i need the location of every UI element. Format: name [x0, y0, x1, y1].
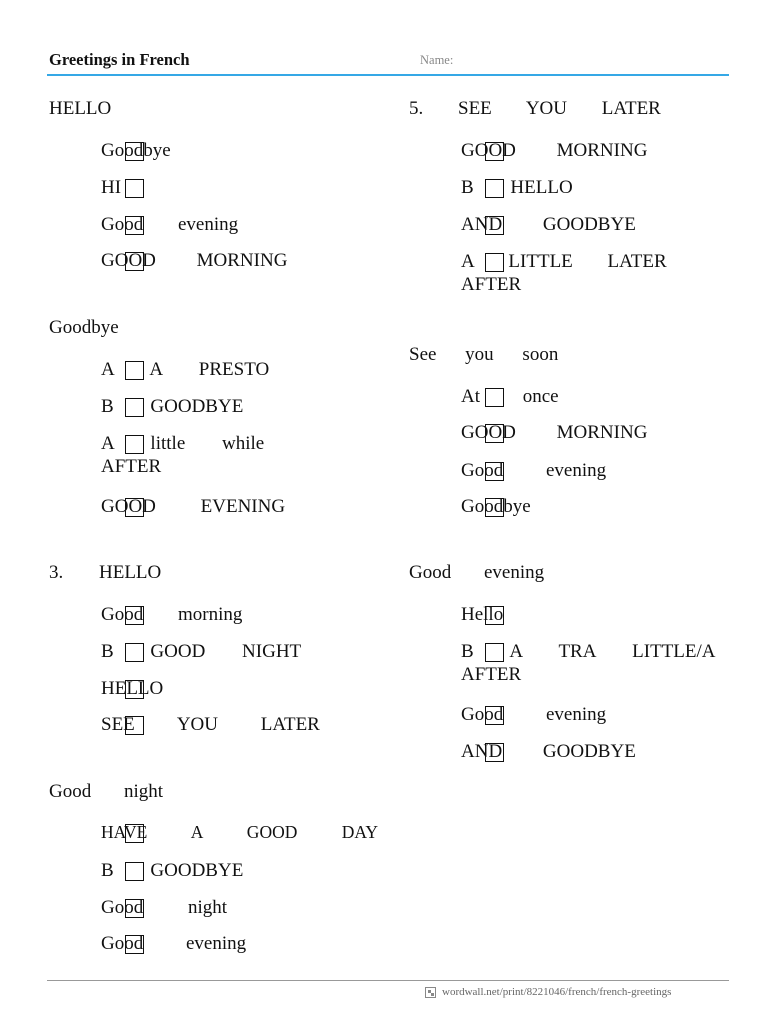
answer-option: [101, 640, 301, 663]
answer-option-text: HAVE A GOOD DAY: [101, 822, 379, 842]
answer-option-text: HELLO: [101, 678, 164, 699]
answer-option-text: B HELLO: [461, 177, 573, 198]
answer-option: [101, 358, 269, 381]
answer-checkbox[interactable]: [125, 142, 144, 161]
answer-option: [461, 740, 636, 763]
answer-option: [461, 603, 503, 626]
answer-checkbox[interactable]: [125, 435, 144, 454]
answer-option-text: SEE YOU LATER: [101, 714, 320, 735]
question-prompt: [49, 562, 161, 584]
answer-option: [461, 421, 647, 444]
answer-option: [101, 603, 242, 626]
question-prompt: HELLO: [49, 98, 112, 119]
answer-option: [101, 139, 171, 162]
answer-option-text: A LITTLE LATER AFTER: [461, 251, 667, 295]
answer-checkbox[interactable]: [125, 498, 144, 517]
answer-option: [101, 932, 246, 955]
answer-checkbox[interactable]: [485, 462, 504, 481]
answer-option: [101, 821, 378, 844]
answer-checkbox[interactable]: [125, 361, 144, 380]
question-prompt: See you soon: [409, 344, 559, 365]
answer-checkbox[interactable]: [125, 824, 144, 843]
name-label: Name:: [420, 53, 454, 67]
answer-checkbox[interactable]: [125, 179, 144, 198]
answer-option-text: AND GOODBYE: [461, 741, 636, 762]
question-prompt: [409, 98, 661, 120]
answer-option-text: A little while AFTER: [101, 433, 265, 477]
answer-option: [101, 495, 285, 518]
answer-option-text: Goodbye: [101, 140, 171, 161]
answer-option-text: Goodbye: [461, 496, 531, 517]
answer-option: [461, 495, 531, 518]
answer-option-text: GOOD EVENING: [101, 496, 286, 517]
answer-option-text: AND GOODBYE: [461, 214, 636, 235]
answer-option-text: Good evening: [101, 933, 247, 954]
answer-option: [461, 176, 573, 199]
footer: [425, 986, 671, 998]
answer-checkbox[interactable]: [485, 253, 504, 272]
question-prompt: Goodbye: [49, 317, 119, 338]
answer-checkbox[interactable]: [485, 606, 504, 625]
answer-checkbox[interactable]: [485, 643, 504, 662]
answer-checkbox[interactable]: [125, 862, 144, 881]
question-prompt-text: HELLO: [99, 562, 162, 583]
answer-checkbox[interactable]: [125, 216, 144, 235]
answer-option: [101, 859, 243, 882]
answer-checkbox[interactable]: [125, 606, 144, 625]
question-number: 3.: [49, 562, 64, 583]
answer-option-text: GOOD MORNING: [101, 250, 288, 271]
answer-option-text: Good evening: [461, 460, 607, 481]
answer-option: [461, 459, 606, 482]
question-prompt: Good night: [49, 781, 164, 802]
answer-option: [461, 385, 559, 408]
answer-option-text: Good evening: [461, 704, 607, 725]
answer-option: [461, 703, 606, 726]
answer-option-text: B A TRA LITTLE/A AFTER: [461, 641, 715, 685]
answer-option-text: Hello: [461, 604, 504, 625]
footer-url[interactable]: wordwall.net/print/8221046/french/french-greetings: [442, 986, 672, 998]
answer-checkbox[interactable]: [485, 179, 504, 198]
footer-divider: [47, 980, 729, 981]
answer-option: [101, 677, 163, 700]
answer-option: [101, 213, 238, 236]
answer-checkbox[interactable]: [125, 680, 144, 699]
answer-option-text: GOOD MORNING: [461, 422, 648, 443]
header-divider: [47, 74, 729, 76]
answer-checkbox[interactable]: [125, 935, 144, 954]
answer-checkbox[interactable]: [485, 142, 504, 161]
answer-option-text: HI: [101, 177, 122, 198]
answer-option: [461, 250, 701, 296]
wordwall-logo-icon: [425, 987, 436, 998]
answer-checkbox[interactable]: [485, 706, 504, 725]
answer-checkbox[interactable]: [485, 216, 504, 235]
answer-checkbox[interactable]: [125, 716, 144, 735]
answer-checkbox[interactable]: [125, 252, 144, 271]
question-prompt-text: SEE YOU LATER: [458, 98, 661, 119]
answer-option-text: B GOOD NIGHT: [101, 641, 302, 662]
answer-option: [101, 249, 287, 272]
answer-option-text: At once: [461, 386, 559, 407]
answer-checkbox[interactable]: [125, 899, 144, 918]
answer-option: [101, 176, 121, 199]
answer-option: [101, 713, 320, 736]
answer-option-text: Good evening: [101, 214, 239, 235]
answer-option-text: Good morning: [101, 604, 243, 625]
answer-checkbox[interactable]: [485, 424, 504, 443]
answer-checkbox[interactable]: [485, 743, 504, 762]
answer-option-text: B GOODBYE: [101, 396, 244, 417]
answer-option-text: GOOD MORNING: [461, 140, 648, 161]
answer-option: [101, 896, 227, 919]
answer-checkbox[interactable]: [485, 498, 504, 517]
answer-option: [461, 139, 647, 162]
answer-option-text: B GOODBYE: [101, 860, 244, 881]
question-number: 5.: [409, 98, 424, 119]
answer-option-text: Good night: [101, 897, 228, 918]
answer-option-text: A A PRESTO: [101, 359, 270, 380]
answer-checkbox[interactable]: [485, 388, 504, 407]
answer-checkbox[interactable]: [125, 643, 144, 662]
answer-checkbox[interactable]: [125, 398, 144, 417]
answer-option: [461, 213, 636, 236]
answer-option: [101, 432, 301, 478]
question-prompt: Good evening: [409, 562, 545, 583]
answer-option: [461, 640, 751, 686]
answer-option: [101, 395, 243, 418]
worksheet-title: Greetings in French: [49, 50, 190, 69]
